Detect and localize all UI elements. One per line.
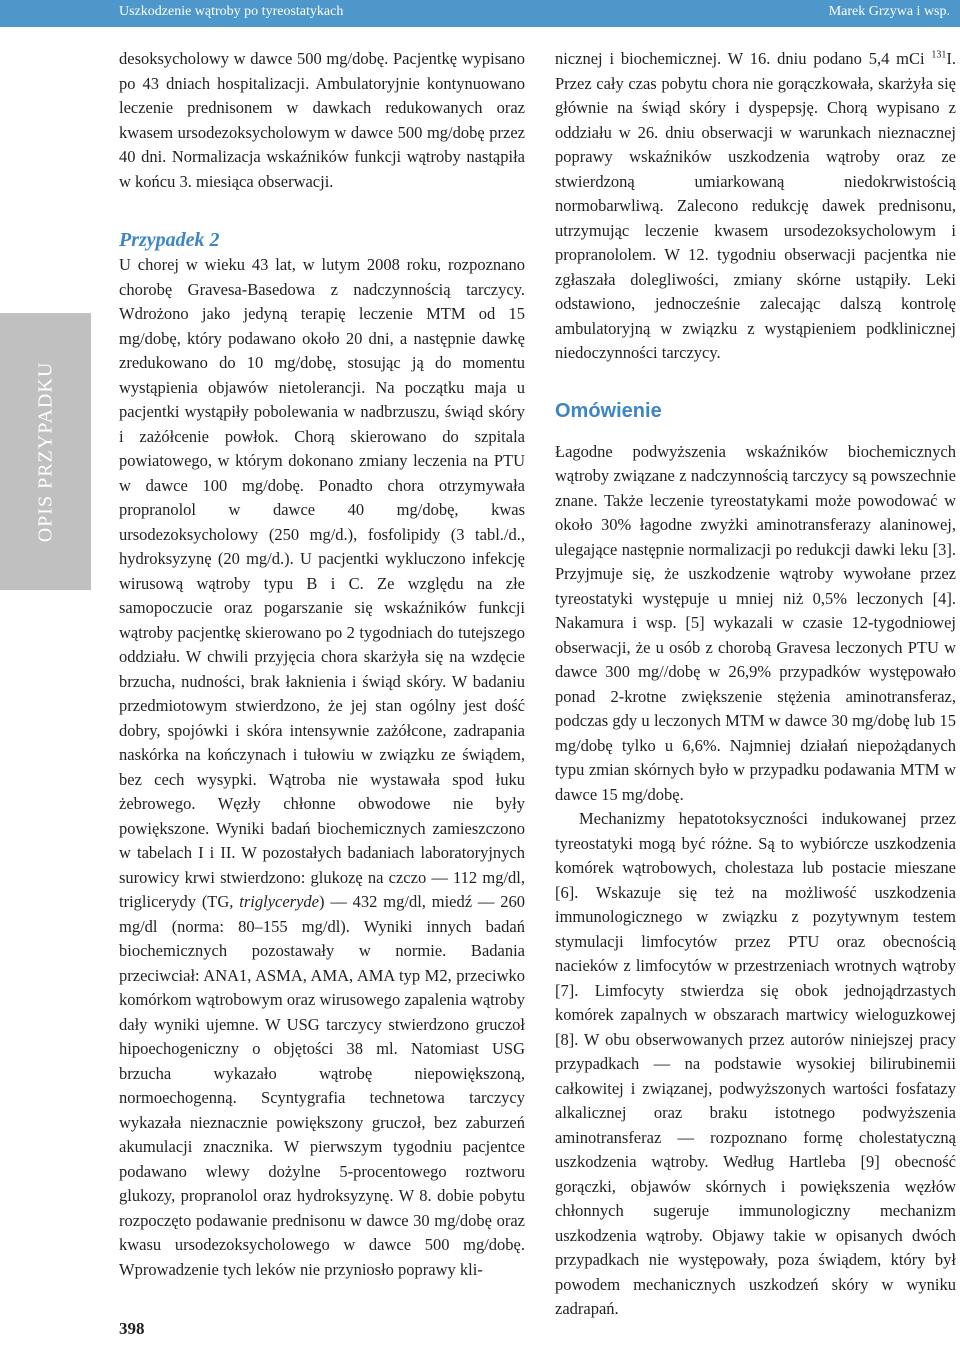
left-paragraph-2-part-2: ) — 432 mg/dl, miedź — 260 mg/dl (norma: 80–155 mg/dl). Wyniki innych badań biochemicznych pozostawały w normie. Badania przeciwciał: ANA1, ASMA, AMA, AMA typ M2, przeciwko komórkom wątrobowym oraz wirusowego zapalenia wątroby dały wyniki ujemne. W USG tarczycy stwierdzono gruczoł hipoechogeniczny o objętości 38 ml. Natomiast USG brzucha wykazało wątrobę niepowiększoną, normoechogenną. Scyntygrafia technetowa tarczycy wykazała nieznacznie powiększony gruczoł, bez zaburzeń akumulacji znacznika. W pierwszym tygodniu pacjentce podawano wlewy dożylne 5-procentowego roztworu glukozy, propranolol oraz hydroksyzynę. W 8. dobie pobytu rozpoczęto podawanie prednisonu w dawce 30 mg/dobę oraz kwasu ursodezoksycholowego w dawce 500 mg/dobę. Wprowadzenie tych leków nie przyniosło poprawy kli- [119, 892, 525, 1279]
running-header [0, 0, 960, 27]
right-paragraph-1-part-2: I. Przez cały czas pobytu chora nie gorączkowała, skarżyła się głównie na świąd skóry i dyspepsję. Chorą wypisano z oddziału w 26. dniu obserwacji w warunkach nieznacznej poprawy wskaźników uszkodzenia wątroby oraz ze stwierdzoną umiarkowaną niedokrwistością normobarwliwą. Zalecono redukcję dawek prednisonu, utrzymując leczenie kwasem ursodezoksycholowym i propranololem. W 12. tygodniu obserwacji pacjentka nie zgłaszała dolegliwości, zmiany skórne ustąpiły. Leki odstawiono, jednocześnie zalecając dalszą kontrolę ambulatoryjną w związku z wystąpieniem podklinicznej niedoczynności tarczycy. [555, 49, 956, 362]
left-paragraph-2 [119, 253, 525, 1282]
discussion-heading: Omówienie [555, 399, 662, 422]
isotope-superscript: 131 [931, 49, 947, 61]
section-side-tab [0, 313, 91, 590]
left-paragraph-1: desoksycholowy w dawce 500 mg/dobę. Pacjentkę wypisano po 43 dniach hospitalizacji. Ambulatoryjnie kontynuowano leczenie prednisonem w dawkach redukowanych oraz kwasem ursodezoksycholowym w dawce 500 mg/dobę przez 40 dni. Normalizacja wskaźników funkcji wątroby nastąpiła w końcu 3. miesiąca obserwacji. [119, 49, 525, 191]
case-2-heading: Przypadek 2 [119, 229, 220, 251]
header-article-title: Uszkodzenie wątroby po tyreostatykach [119, 4, 344, 19]
left-column [119, 47, 525, 1282]
right-column [555, 47, 956, 1322]
page-number: 398 [119, 1319, 145, 1338]
header-authors: Marek Grzywa i wsp. [828, 4, 950, 19]
left-paragraph-2-part-1: U chorej w wieku 43 lat, w lutym 2008 roku, rozpoznano chorobę Gravesa-Basedowa z nadczynnością tarczycy. Wdrożono jako jedyną terapię leczenie MTM od 15 mg/dobę, który podawano około 20 dni, a następnie dawkę zredukowano do 10 mg/dobę, stosując ją do momentu wystąpienia objawów nietolerancji. Na początku maja u pacjentki wystąpiły pobolewania w nadbrzuszu, świąd skóry i zażółcenie powłok. Chorą skierowano do szpitala powiatowego, w którym dokonano zmiany leczenia na PTU w dawce 100 mg/dobę. Ponadto chora otrzymywała propranolol w dawce 40 mg/dobę, kwas ursodezoksycholowy (250 mg/d.), fosfolipidy (3 tabl./d., hydroksyzynę (20 mg/d.). U pacjentki wykluczono infekcję wirusową wątroby typu B i C. Ze względu na złe samopoczucie oraz pogarszanie się wskaźników funkcji wątroby pacjentkę skierowano po 2 tygodniach do tutejszego oddziału. W chwili przyjęcia chora skarżyła się na wzdęcie brzucha, nudności, brak łaknienia i świąd skóry. W badaniu przedmiotowym stwierdzono, że jej stan ogólny jest dość dobry, spojówki i skóra intensywnie zażółcone, zadrapania naskórka na kończynach i tułowiu w związku ze świądem, bez cech wysypki. Wątroba nie wystawała spod łuku żebrowego. Węzły chłonne obwodowe nie były powiększone. Wyniki badań biochemicznych zamieszczono w tabelach I i II. W pozostałych badaniach laboratoryjnych surowicy krwi stwierdzono: glukozę na czczo — 112 mg/dl, triglicerydy (TG, [119, 255, 525, 911]
side-tab-label: OPIS PRZYPADKU [34, 361, 56, 542]
right-paragraph-3: Mechanizmy hepatotoksyczności indukowanej przez tyreostatyki mogą być różne. Są to wybiórcze uszkodzenia komórek wątrobowych, cholestaza lub postacie mieszane [6]. Wskazuje się też na możliwość uszkodzenia immunologicznego w związku z pozytywnym testem stymulacji limfocytów przez PTU oraz obecnością nacieków z limfocytów w przestrzeniach wrotnych wątroby [7]. Limfocyty stwierdza się obok jednojądrzastych komórek zapalnych w obszarach martwicy wieloguzkowej [8]. W obu obserwowanych przez autorów niniejszej pracy przypadkach — na podstawie wysokiej bilirubinemii całkowitej i związanej, podwyższonych wartości fosfatazy alkalicznej oraz braku istotnego podwyższenia aminotransferaz — rozpoznano formę cholestatyczną uszkodzenia wątroby. Według Hartleba [9] obecność gorączki, objawów skórnych i powiększenia węzłów chłonnych sugeruje immunologiczny mechanizm uszkodzenia wątroby. Objawy takie w opisanych dwóch przypadkach nie występowały, poza świądem, który był powodem mechanicznych uszkodzeń skóry w wyniku zadrapań. [555, 809, 956, 1318]
right-paragraph-1 [555, 47, 956, 366]
right-paragraph-2: Łagodne podwyższenia wskaźników biochemicznych wątroby związane z nadczynnością tarczycy są powszechnie znane. Także leczenie tyreostatykami może powodować w około 30% łagodne zwyżki aminotransferazy alaninowej, ulegające następnie normalizacji po redukcji dawki leku [3]. Przyjmuje się, że uszkodzenie wątroby wywołane przez tyreostatyki występuje u mniej niż 0,5% leczonych [4]. Nakamura i wsp. [5] wykazali w czasie 12-tygodniowej obserwacji, że u osób z chorobą Gravesa leczonych PTU w dawce 300 mg//dobę w 26,9% przypadków występowało ponad 2-krotne zwiększenie stężenia aminotransferaz, podczas gdy u leczonych MTM w dawce 30 mg/dobę lub 15 mg/dobę tylko u 6,6%. Najmniej działań niepożądanych typu zmian skórnych było w przypadku podawania MTM w dawce 15 mg/dobę. [555, 441, 956, 804]
italic-term: triglyceryde [239, 892, 319, 911]
right-paragraph-1-part-1: nicznej i biochemicznej. W 16. dniu podano 5,4 mCi [555, 49, 932, 68]
